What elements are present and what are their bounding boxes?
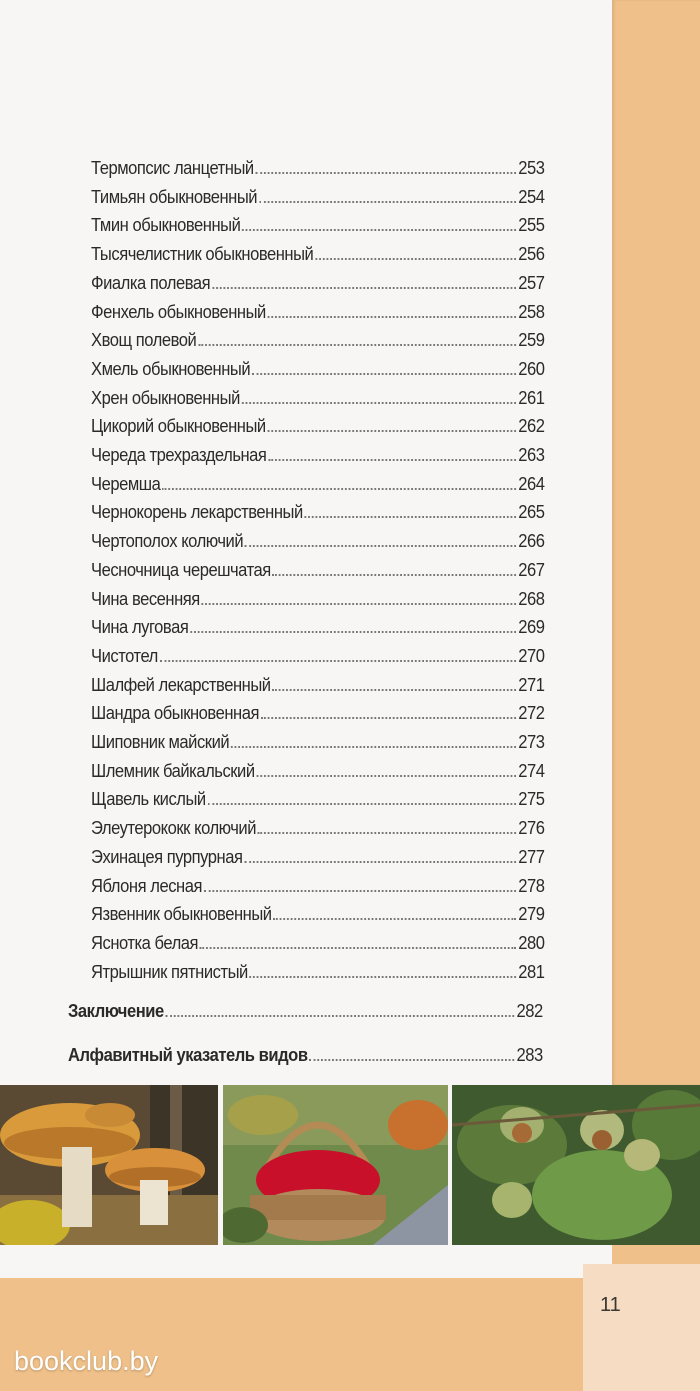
toc-entry-title: Чина весенняя <box>91 588 200 609</box>
dot-leader <box>259 200 517 203</box>
dot-leader <box>250 975 517 978</box>
toc-entry-page: 262 <box>518 416 545 437</box>
toc-entry <box>91 266 545 294</box>
dot-leader <box>208 802 517 805</box>
toc-entry <box>91 610 545 638</box>
toc-entry <box>91 467 545 495</box>
toc-entry-title: Хрен обыкновенный <box>91 387 240 408</box>
toc-entry-page: 268 <box>518 588 545 609</box>
toc-entry-page: 255 <box>518 215 545 236</box>
toc-entry-page: 263 <box>518 445 545 465</box>
toc-entry <box>91 926 545 954</box>
toc-entry-page: 280 <box>518 932 545 953</box>
page-number: 11 <box>600 1294 621 1316</box>
toc-entry <box>91 409 545 437</box>
toc-main-entry-title: Заключение <box>68 1001 164 1021</box>
accent-band-right-lower <box>612 1245 700 1265</box>
toc-entry-page: 267 <box>518 559 545 580</box>
toc-entry-title: Хвощ полевой <box>91 330 197 351</box>
mushrooms-photo <box>0 1085 218 1245</box>
dot-leader <box>242 228 516 231</box>
toc-entry <box>91 696 545 724</box>
toc-entry-page: 256 <box>518 244 545 265</box>
toc-entry-page: 276 <box>518 818 545 839</box>
toc-entry-page: 265 <box>518 502 545 523</box>
accent-band-right <box>612 0 700 1085</box>
toc-entry-title: Череда трехраздельная <box>91 445 267 465</box>
toc-main-entry-page: 283 <box>516 1045 543 1065</box>
dot-leader <box>268 315 517 318</box>
page-number-tab <box>583 1264 700 1391</box>
toc-entry-page: 279 <box>518 904 545 925</box>
toc-entry-title: Тысячелистник обыкновенный <box>91 244 314 265</box>
toc-entry <box>91 237 545 265</box>
dot-leader <box>256 774 516 777</box>
toc-main-entry-page: 282 <box>516 1001 543 1021</box>
toc-entry-title: Черемша <box>91 473 161 494</box>
toc-entry-title: Термопсис ланцетный <box>91 158 254 178</box>
toc-entry-title: Хмель обыкновенный <box>91 358 251 379</box>
dot-leader <box>198 343 516 346</box>
dot-leader <box>258 831 517 834</box>
dot-leader <box>204 889 517 892</box>
toc-entry-page: 253 <box>518 158 545 178</box>
dot-leader <box>160 659 517 662</box>
toc-entry-title: Шалфей лекарственный <box>91 674 271 695</box>
toc-entry-page: 254 <box>518 186 545 207</box>
toc-entry-title: Тимьян обыкновенный <box>91 186 258 207</box>
dot-leader <box>268 458 516 461</box>
toc-entry <box>91 782 545 810</box>
dot-leader <box>268 429 517 432</box>
dot-leader <box>166 1014 515 1017</box>
dot-leader <box>315 257 516 260</box>
toc-entry-page: 271 <box>518 674 545 695</box>
berry-basket-photo <box>223 1085 448 1245</box>
toc-entry <box>91 869 545 897</box>
dot-leader <box>231 745 516 748</box>
toc-entry-title: Элеутерококк колючий <box>91 818 257 839</box>
dot-leader <box>244 860 516 863</box>
toc-main-entry <box>68 994 543 1022</box>
dot-leader <box>162 487 516 490</box>
dot-leader <box>242 401 517 404</box>
dot-leader <box>212 286 516 289</box>
photo-strip <box>0 1085 700 1245</box>
dot-leader <box>272 688 516 691</box>
toc-entry-page: 272 <box>518 703 545 724</box>
toc-entry-page: 266 <box>518 531 545 552</box>
toc-entry-title: Шиповник майский <box>91 732 230 752</box>
dot-leader <box>200 946 517 949</box>
hazelnut-photo <box>452 1085 700 1245</box>
toc-entry-page: 275 <box>518 789 545 810</box>
toc-entry-page: 257 <box>518 272 545 293</box>
toc-entry <box>91 180 545 208</box>
toc-entry-page: 277 <box>518 846 545 867</box>
toc-entry <box>91 151 545 179</box>
toc-entry-title: Цикорий обыкновенный <box>91 416 266 437</box>
toc-entry-title: Яснотка белая <box>91 932 199 953</box>
toc-entry <box>91 352 545 380</box>
toc-entry <box>91 208 545 236</box>
toc-entry-page: 258 <box>518 301 545 322</box>
toc-entry-title: Язвенник обыкновенный <box>91 904 272 925</box>
toc-entry-title: Фенхель обыкновенный <box>91 301 266 322</box>
toc-entry-page: 260 <box>518 358 545 379</box>
toc-entry <box>91 668 545 696</box>
dot-leader <box>273 573 517 576</box>
watermark: bookclub.by <box>14 1346 159 1376</box>
dot-leader <box>309 1058 514 1061</box>
dot-leader <box>256 171 517 174</box>
dot-leader <box>190 630 516 633</box>
toc-main-entry <box>68 1038 543 1066</box>
toc-main-entry-title: Алфавитный указатель видов <box>68 1045 308 1065</box>
toc-entry-page: 281 <box>518 961 545 982</box>
toc-entry-page: 259 <box>518 330 545 351</box>
toc-entry-page: 264 <box>518 473 545 494</box>
toc-entry-page: 274 <box>518 760 545 781</box>
toc-entry-title: Чистотел <box>91 645 158 666</box>
dot-leader <box>245 544 517 547</box>
toc-entry <box>91 438 545 466</box>
toc-entry-page: 261 <box>518 387 545 408</box>
toc-entry <box>91 381 545 409</box>
toc-entry <box>91 495 545 523</box>
toc-entry <box>91 524 545 552</box>
toc-entry-title: Шандра обыкновенная <box>91 703 259 724</box>
toc-entry <box>91 323 545 351</box>
toc-entry-title: Яблоня лесная <box>91 875 202 896</box>
toc-entry-title: Эхинацея пурпурная <box>91 846 243 867</box>
toc-entry <box>91 639 545 667</box>
toc-entry <box>91 754 545 782</box>
toc-entry-title: Фиалка полевая <box>91 272 211 293</box>
toc-entry-title: Чернокорень лекарственный <box>91 502 303 523</box>
toc-entry <box>91 955 545 983</box>
toc-entry <box>91 840 545 868</box>
toc-entry <box>91 553 545 581</box>
toc-entry <box>91 582 545 610</box>
toc-entry <box>91 725 545 753</box>
toc-entry-title: Ятрышник пятнистый <box>91 961 248 982</box>
dot-leader <box>261 716 517 719</box>
toc-entry-title: Щавель кислый <box>91 789 206 810</box>
dot-leader <box>202 602 517 605</box>
toc-entry <box>91 897 545 925</box>
toc-entry <box>91 295 545 323</box>
dot-leader <box>252 372 516 375</box>
toc-entry-title: Тмин обыкновенный <box>91 215 241 236</box>
dot-leader <box>305 515 517 518</box>
toc-entry-page: 278 <box>518 875 545 896</box>
dot-leader <box>273 917 516 920</box>
toc-entry-page: 269 <box>518 617 545 638</box>
toc-entry-title: Чертополох колючий <box>91 531 244 552</box>
toc-entry <box>91 811 545 839</box>
toc-entry-page: 270 <box>518 645 545 666</box>
toc-entry-title: Чина луговая <box>91 617 189 638</box>
toc-entry-page: 273 <box>518 732 545 752</box>
toc-entry-title: Шлемник байкальский <box>91 760 255 781</box>
toc-entry-title: Чесночница черешчатая <box>91 559 271 580</box>
